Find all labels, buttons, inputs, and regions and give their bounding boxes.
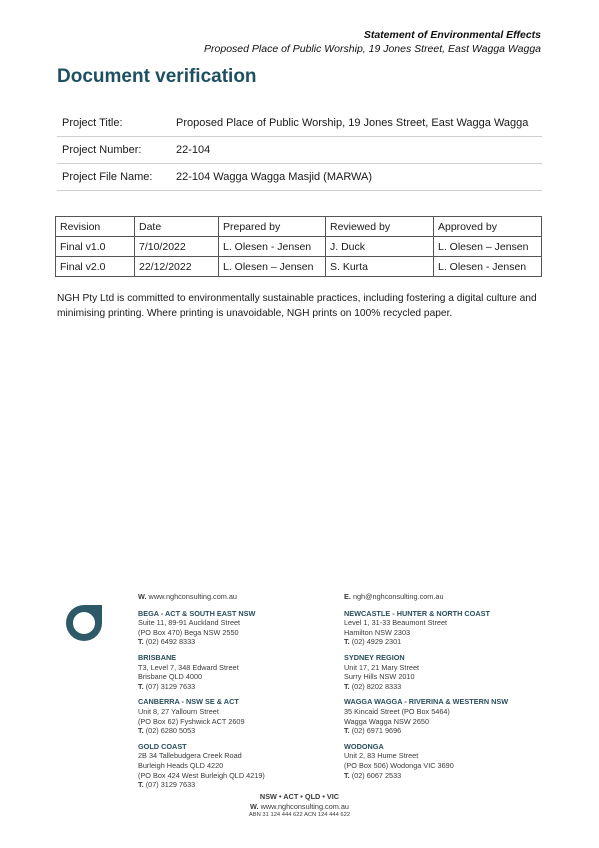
office-block <box>344 653 558 691</box>
project-file-name-label: Project File Name: <box>57 164 171 191</box>
page-title: Document verification <box>57 66 257 87</box>
office-name: CANBERRA - NSW SE & ACT <box>138 697 239 707</box>
table-cell: Final v1.0 <box>56 237 135 257</box>
office-block <box>344 697 558 735</box>
office-name: BEGA - ACT & SOUTH EAST NSW <box>138 608 256 618</box>
footer-abn: ABN 31 124 444 622 ACN 124 444 622 <box>248 812 351 818</box>
office-address-line: Brisbane QLD 4000 <box>138 672 203 682</box>
project-title-value: Proposed Place of Public Worship, 19 Jones Street, East Wagga Wagga <box>171 110 542 137</box>
project-title-label: Project Title: <box>57 110 171 137</box>
office-phone: T. (07) 3129 7633 <box>138 780 196 790</box>
office-phone: T. (02) 4929 2301 <box>344 637 402 647</box>
office-column-left <box>138 592 338 796</box>
project-details-table <box>57 110 542 191</box>
table-cell: S. Kurta <box>326 257 434 277</box>
office-address-line: Burleigh Heads QLD 4220 <box>138 760 224 770</box>
running-header <box>204 28 541 56</box>
office-phone: T. (02) 8202 8333 <box>344 681 402 691</box>
header-project-title: Proposed Place of Public Worship, 19 Jones Street, East Wagga Wagga <box>204 43 541 55</box>
ngh-logo-icon <box>63 602 105 644</box>
table-cell: 22/12/2022 <box>135 257 219 277</box>
office-phone: T. (02) 6280 5053 <box>138 726 196 736</box>
office-address-line: 35 Kincaid Street (PO Box 5464) <box>344 706 450 716</box>
table-cell: L. Olesen – Jensen <box>219 257 326 277</box>
email-contact <box>344 592 558 602</box>
office-phone: T. (02) 6067 2533 <box>344 770 402 780</box>
project-number-label: Project Number: <box>57 137 171 164</box>
office-block <box>138 697 338 735</box>
footer-states: NSW • ACT • QLD • VIC <box>259 792 340 801</box>
office-address-line: (PO Box 62) Fyshwick ACT 2609 <box>138 716 245 726</box>
column-header: Revision <box>56 217 135 237</box>
office-name: BRISBANE <box>138 652 177 662</box>
table-row <box>56 257 542 277</box>
table-cell: 7/10/2022 <box>135 237 219 257</box>
footer-website-link[interactable]: www.nghconsulting.com.au <box>260 801 349 811</box>
project-file-name-value: 22-104 Wagga Wagga Masjid (MARWA) <box>171 164 542 191</box>
column-header: Date <box>135 217 219 237</box>
office-address-line: 2B 34 Tallebudgera Creek Road <box>138 751 242 761</box>
office-phone: T. (07) 3129 7633 <box>138 681 196 691</box>
email-link[interactable]: ngh@nghconsulting.com.au <box>352 592 444 601</box>
office-address-line: Unit 8, 27 Yallourn Street <box>138 706 219 716</box>
table-cell: L. Olesen - Jensen <box>219 237 326 257</box>
office-address-line: Suite 11, 89-91 Auckland Street <box>138 618 241 628</box>
office-block <box>138 609 338 647</box>
office-address-line: T3, Level 7, 348 Edward Street <box>138 662 239 672</box>
table-cell: L. Olesen – Jensen <box>434 237 542 257</box>
web-prefix: W. <box>138 592 147 601</box>
table-header-row <box>56 217 542 237</box>
footer-website: W. www.nghconsulting.com.au <box>250 801 349 811</box>
office-address-line: Surry Hills NSW 2010 <box>344 672 415 682</box>
office-column-right <box>344 592 558 786</box>
table-row <box>56 237 542 257</box>
revision-table <box>55 216 542 277</box>
office-block <box>138 742 338 790</box>
email-prefix: E. <box>344 592 351 601</box>
table-cell: Final v2.0 <box>56 257 135 277</box>
table-cell: L. Olesen - Jensen <box>434 257 542 277</box>
website-contact <box>138 592 338 602</box>
office-address-line: (PO Box 470) Bega NSW 2550 <box>138 627 239 637</box>
sustainability-note: NGH Pty Ltd is committed to environmentally sustainable practices, including fostering a digital culture and minimising printing. Where printing is unavoidable, NGH prints on 100% recycled paper. <box>57 293 537 319</box>
table-row <box>57 137 542 164</box>
office-address-line: Unit 17, 21 Mary Street <box>344 662 420 672</box>
office-address-line: Level 1, 31-33 Beaumont Street <box>344 618 448 628</box>
office-address-line: Unit 2, 83 Hume Street <box>344 751 419 761</box>
office-name: WAGGA WAGGA - RIVERINA & WESTERN NSW <box>344 697 509 707</box>
office-block <box>344 609 558 647</box>
office-name: SYDNEY REGION <box>344 652 405 662</box>
column-header: Approved by <box>434 217 542 237</box>
column-header: Reviewed by <box>326 217 434 237</box>
page-footer <box>0 792 599 821</box>
column-header: Prepared by <box>219 217 326 237</box>
office-phone: T. (02) 6971 9696 <box>344 726 402 736</box>
header-document-title: Statement of Environmental Effects <box>363 29 541 41</box>
office-address-line: Hamilton NSW 2303 <box>344 627 411 637</box>
website-link[interactable]: www.nghconsulting.com.au <box>148 592 237 601</box>
office-phone: T. (02) 6492 8333 <box>138 637 196 647</box>
office-name: GOLD COAST <box>138 741 187 751</box>
office-address-line: Wagga Wagga NSW 2650 <box>344 716 430 726</box>
office-name: WODONGA <box>344 741 384 751</box>
table-cell: J. Duck <box>326 237 434 257</box>
office-address-line: (PO Box 424 West Burleigh QLD 4219) <box>138 770 265 780</box>
office-block <box>138 653 338 691</box>
table-row <box>57 110 542 137</box>
office-address-line: (PO Box 506) Wodonga VIC 3690 <box>344 760 454 770</box>
table-row <box>57 164 542 191</box>
office-name: NEWCASTLE - HUNTER & NORTH COAST <box>344 608 490 618</box>
project-number-value: 22-104 <box>171 137 542 164</box>
office-block <box>344 742 558 780</box>
